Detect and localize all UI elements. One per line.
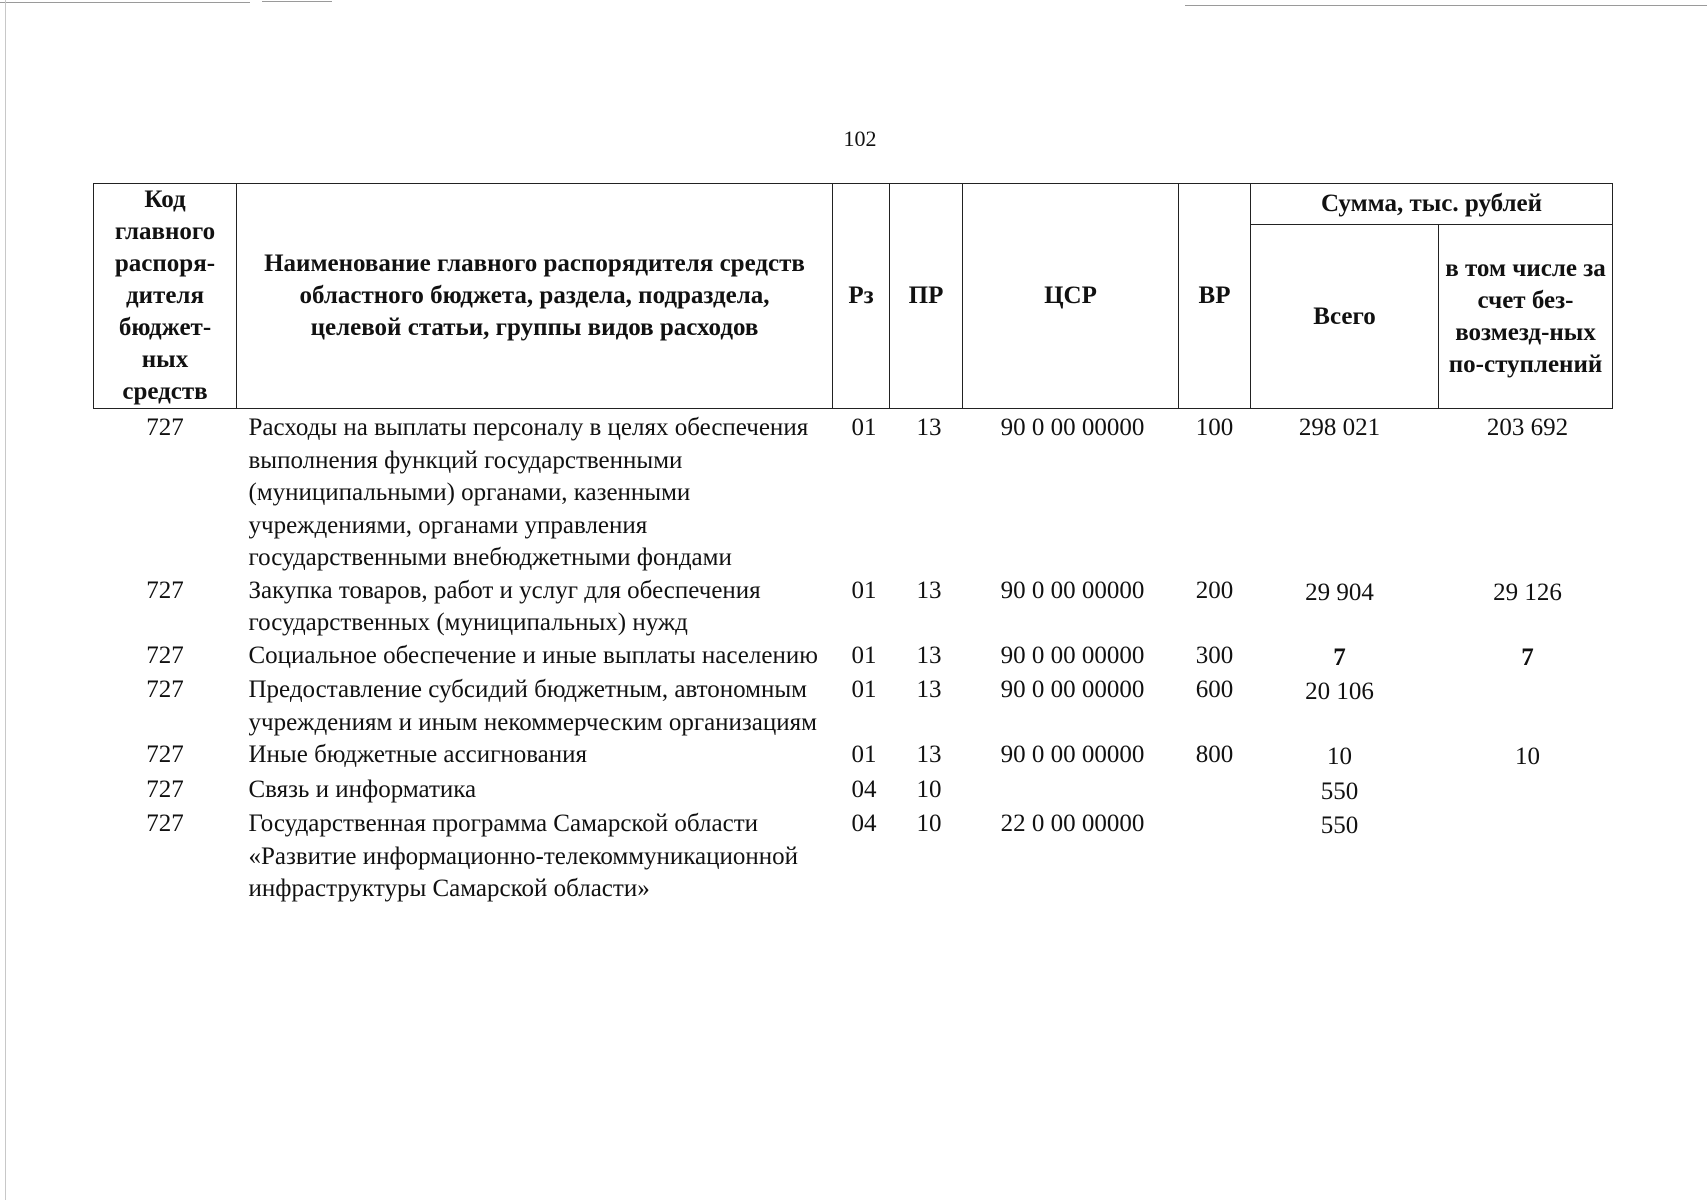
cell-csr: 90 0 00 00000	[1000, 676, 1145, 703]
cell-csr	[963, 774, 1179, 809]
cell-free	[1439, 808, 1613, 906]
cell-pr: 10	[916, 810, 942, 837]
cell-rz: 04	[851, 810, 877, 837]
cell-total: 550	[1320, 777, 1359, 805]
cell-name: Иные бюджетные ассигнования	[248, 741, 588, 768]
header-free: в том числе за счет без-возмезд-ных по-ступлений	[1439, 225, 1613, 409]
table-row	[94, 575, 1613, 640]
cell-rz: 01	[851, 414, 877, 441]
cell-csr: 90 0 00 00000	[1000, 741, 1145, 768]
header-csr: ЦСР	[963, 184, 1179, 409]
cell-pr: 13	[916, 576, 942, 604]
cell-vr	[1179, 808, 1251, 906]
header-vr: ВР	[1179, 184, 1251, 409]
cell-code: 727	[146, 676, 184, 703]
cell-total: 550	[1320, 812, 1359, 839]
cell-rz: 01	[851, 641, 877, 669]
cell-code: 727	[146, 414, 184, 441]
table-row	[94, 739, 1613, 774]
cell-rz: 01	[851, 741, 877, 768]
cell-total: 20 106	[1305, 678, 1374, 705]
cell-total: 10	[1327, 743, 1352, 770]
cell-free: 7	[1521, 643, 1534, 671]
header-total: Всего	[1251, 225, 1439, 409]
cell-pr: 10	[916, 775, 942, 803]
cell-rz: 01	[851, 676, 877, 703]
scan-artifact-line	[262, 1, 332, 2]
header-rz: Рз	[833, 184, 890, 409]
header-pr: ПР	[890, 184, 963, 409]
cell-csr: 22 0 00 00000	[1000, 810, 1145, 837]
cell-code: 727	[146, 775, 184, 803]
cell-free: 203 692	[1486, 414, 1569, 441]
scan-artifact-line	[0, 2, 250, 3]
page-number: 102	[843, 126, 877, 151]
table-row	[94, 674, 1613, 739]
cell-free: 10	[1515, 743, 1540, 770]
table-row	[94, 409, 1613, 575]
table-header	[94, 184, 1613, 409]
cell-csr: 90 0 00 00000	[1000, 576, 1145, 604]
cell-code: 727	[146, 641, 184, 669]
cell-vr: 600	[1195, 676, 1234, 703]
cell-total: 298 021	[1298, 414, 1381, 441]
table-body	[94, 409, 1613, 906]
cell-free	[1439, 674, 1613, 739]
cell-vr: 200	[1195, 576, 1234, 604]
cell-name: Закупка товаров, работ и услуг для обеспечения государственных (муниципальных) нужд	[248, 576, 761, 636]
cell-csr: 90 0 00 00000	[1000, 414, 1145, 441]
cell-pr: 13	[916, 414, 942, 441]
cell-csr: 90 0 00 00000	[1000, 641, 1145, 669]
scan-artifact-edge	[5, 0, 6, 1200]
table-row	[94, 774, 1613, 809]
cell-code: 727	[146, 810, 184, 837]
cell-rz: 04	[851, 775, 877, 803]
cell-vr	[1179, 774, 1251, 809]
cell-total: 7	[1333, 643, 1346, 671]
header-name: Наименование главного распорядителя средств областного бюджета, раздела, подраздела, целевой статьи, группы видов расходов	[237, 184, 833, 409]
cell-free: 29 126	[1493, 578, 1562, 606]
cell-pr: 13	[916, 741, 942, 768]
table-row	[94, 808, 1613, 906]
cell-total: 29 904	[1305, 578, 1374, 606]
cell-name: Связь и информатика	[248, 775, 477, 803]
cell-free	[1439, 774, 1613, 809]
cell-name: Расходы на выплаты персоналу в целях обеспечения выполнения функций государственными (муниципальными) органами, казенными учреждениями, органами управления государственными внебюджетными фондами	[248, 414, 809, 571]
cell-vr: 100	[1195, 414, 1234, 441]
cell-code: 727	[146, 741, 184, 768]
cell-name: Предоставление субсидий бюджетным, автономным учреждениям и иным некоммерческим организациям	[248, 676, 817, 736]
cell-pr: 13	[916, 641, 942, 669]
cell-pr: 13	[916, 676, 942, 703]
header-code: Код главного распоря-дителя бюджет-ных средств	[94, 184, 237, 409]
budget-table	[93, 183, 1613, 906]
cell-vr: 800	[1195, 741, 1234, 768]
scan-artifact-line	[1185, 5, 1707, 6]
cell-code: 727	[146, 576, 184, 604]
header-sum-group: Сумма, тыс. рублей	[1251, 184, 1613, 225]
table-row	[94, 640, 1613, 675]
cell-rz: 01	[851, 576, 877, 604]
cell-name: Социальное обеспечение и иные выплаты населению	[248, 641, 818, 669]
cell-vr: 300	[1195, 641, 1234, 669]
cell-name: Государственная программа Самарской области «Развитие информационно-телекоммуникационной инфраструктуры Самарской области»	[248, 810, 799, 902]
